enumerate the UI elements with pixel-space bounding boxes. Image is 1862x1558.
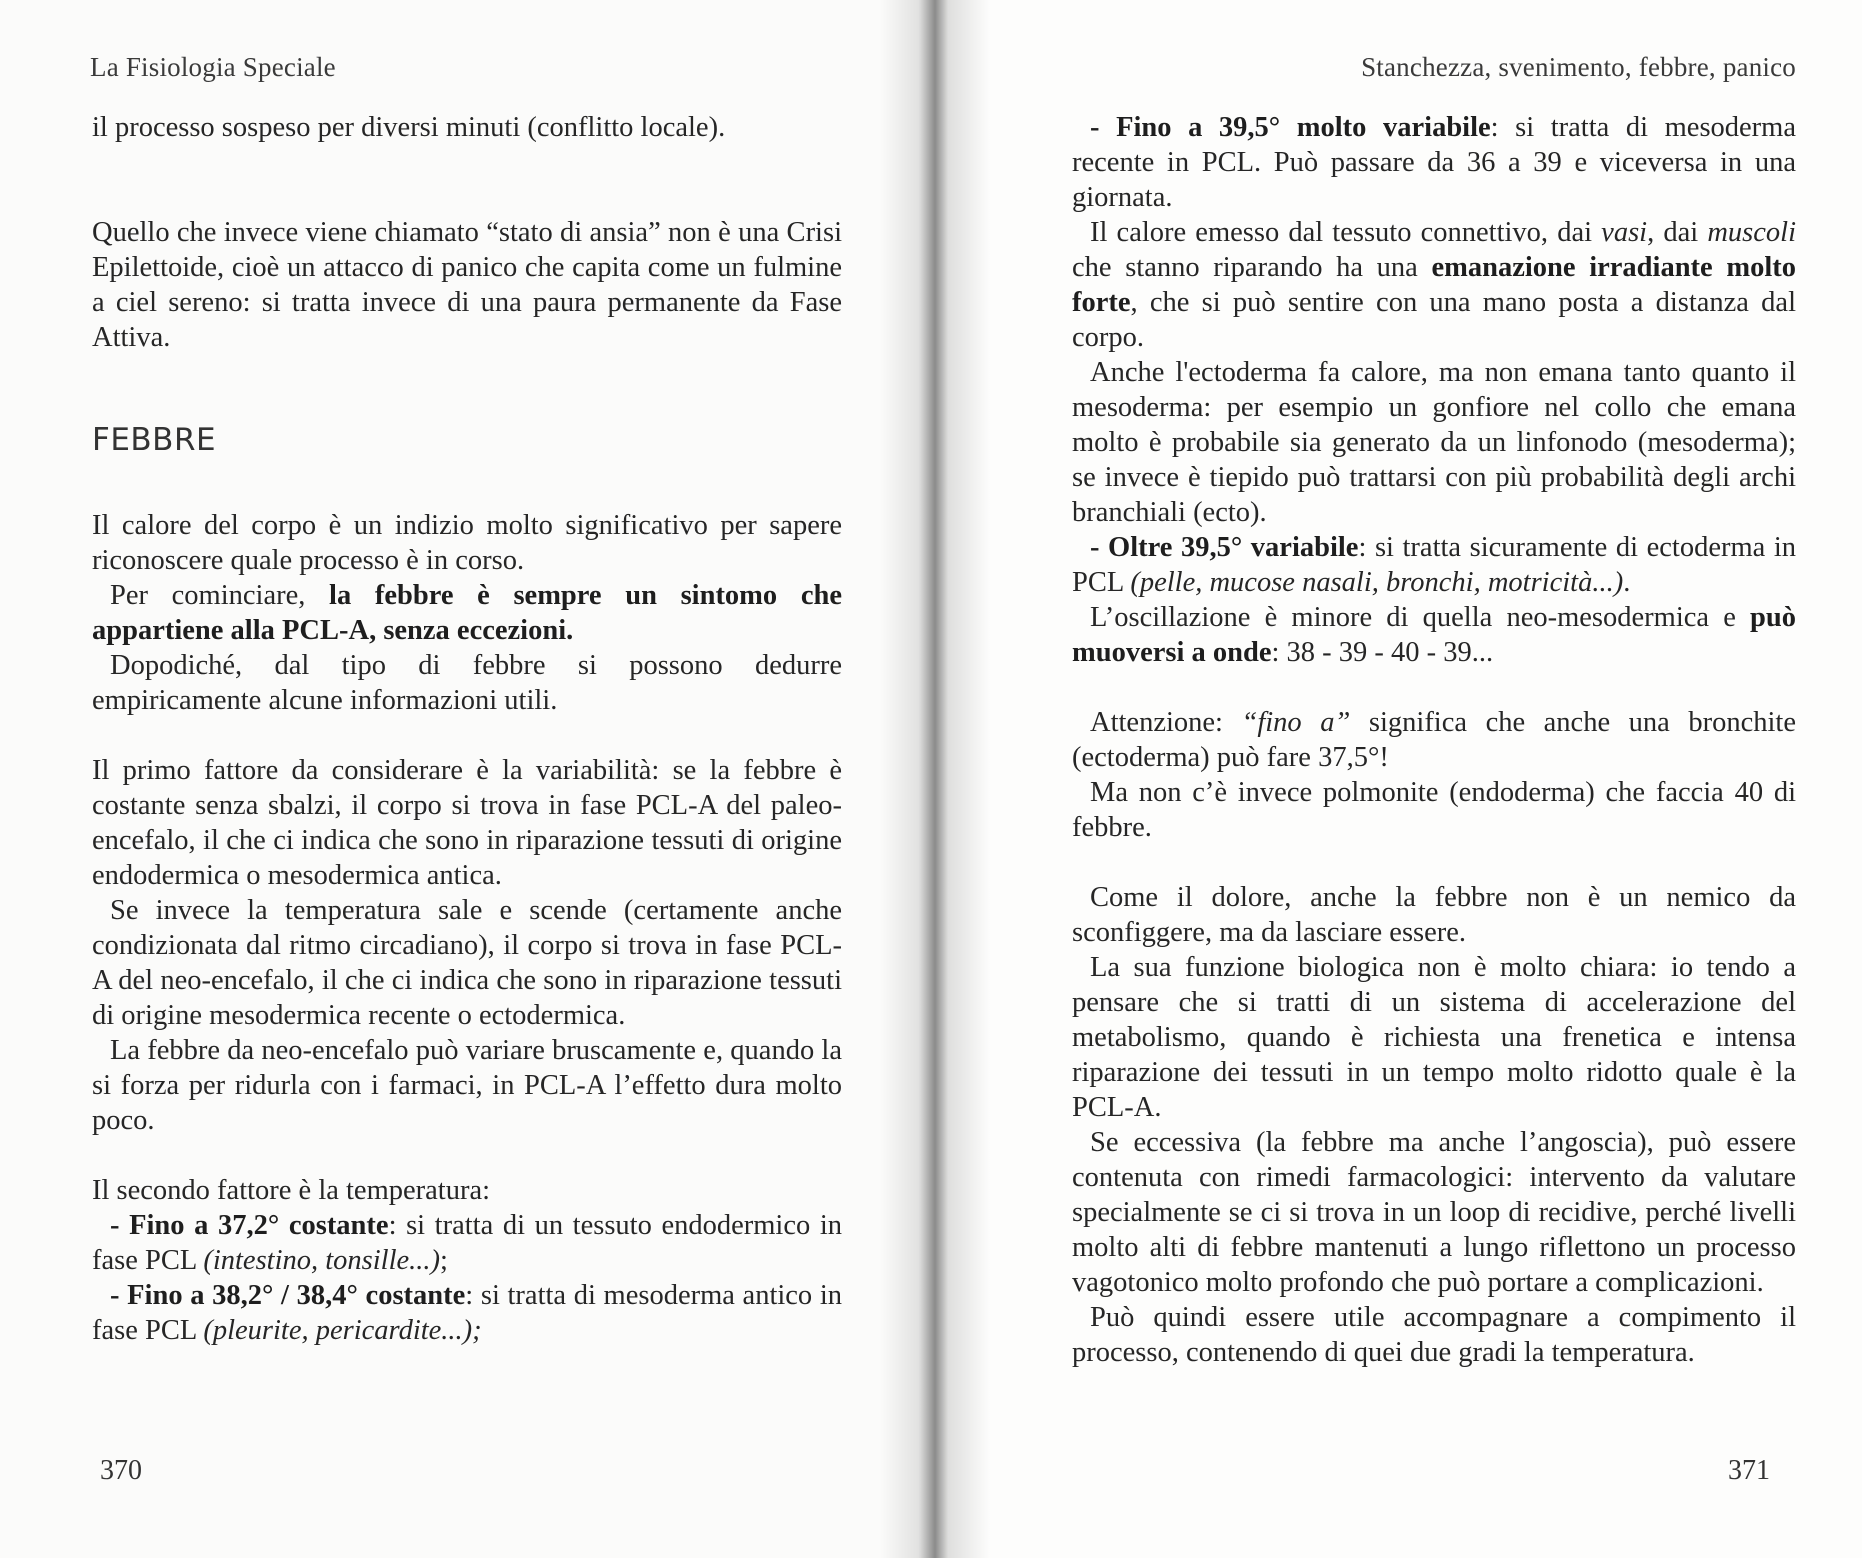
italic-quote: “fino a” <box>1241 707 1351 738</box>
text-run: : si tratta di un tessuto endodermico in fase PCL <box>92 1210 842 1276</box>
page-number-right: 371 <box>1728 1455 1770 1486</box>
paragraph-quindi: Può quindi essere utile accompagnare a compimento il processo, contenendo di quei due gradi la temperatura. <box>1072 1302 1796 1368</box>
list-item-oltre-39 <box>1072 530 1796 600</box>
running-head-left: La Fisiologia Speciale <box>90 52 336 82</box>
running-head-right: Stanchezza, svenimento, febbre, panico <box>1361 52 1796 82</box>
italic-examples: (pleurite, pericardite...); <box>203 1315 482 1346</box>
list-item-bold: - Fino a 37,2° costante <box>110 1210 389 1241</box>
paragraph-calore-connettivo <box>1072 215 1796 355</box>
bold-phrase: può muoversi a onde <box>1072 602 1796 668</box>
bold-statement: la febbre è sempre un sintomo che appartiene alla PCL-A, senza eccezioni. <box>92 580 842 646</box>
list-item-39 <box>1072 110 1796 215</box>
text-run: : si tratta di mesoderma antico in fase PCL <box>92 1280 843 1346</box>
text-run: L’oscillazione è minore di quella neo-mesodermica e <box>1090 602 1751 633</box>
list-item-37 <box>92 1208 842 1278</box>
text-run: , dai <box>1647 217 1708 248</box>
paragraph-neo-encefalo: La febbre da neo-encefalo può variare bruscamente e, quando la si forza per ridurla con i farmaci, in PCL-A l’effetto dura molto poco. <box>92 1035 842 1136</box>
paragraph-secondo-fattore: Il secondo fattore è la temperatura: <box>92 1175 491 1206</box>
paragraph-se-invece: Se invece la temperatura sale e scende (certamente anche condizionata dal ritmo circadiano), il corpo si trova in fase PCL-A del neo-encefalo, il che ci indica che sono in riparazione tessuti di origine mesodermica recente o ectodermica. <box>92 895 842 1031</box>
left-page-text <box>92 110 842 1348</box>
paragraph-funzione: La sua funzione biologica non è molto chiara: io tendo a pensare che si tratti di un sistema di accelerazione del metabolismo, quando è richiesta una frenetica e intensa riparazione dei tessuti in un tempo molto ridotto quale è la PCL-A. <box>1072 952 1796 1123</box>
paragraph-dopodiche: Dopodiché, dal tipo di febbre si possono dedurre empiricamente alcune informazioni utili. <box>92 650 842 716</box>
text-run: significa che anche una bronchite (ectoderma) può fare 37,5°! <box>1072 707 1796 773</box>
italic-word: muscoli <box>1707 217 1796 248</box>
text-run: : si tratta sicuramente di ectoderma in PCL <box>1072 532 1797 598</box>
paragraph-ansia: Quello che invece viene chiamato “stato di ansia” non è una Crisi Epilettoide, cioè un attacco di panico che capita come un fulmine a ciel sereno: si tratta invece di una paura permanente da Fase Attiva. <box>92 217 842 353</box>
paragraph-oscillazione <box>1072 600 1796 670</box>
italic-examples: (intestino, tonsille...) <box>203 1245 441 1276</box>
list-item-bold: - Oltre 39,5° variabile <box>1090 532 1359 563</box>
paragraph-polmonite: Ma non c’è invece polmonite (endoderma) che faccia 40 di febbre. <box>1072 777 1796 843</box>
italic-word: vasi <box>1601 217 1648 248</box>
text-run: che stanno riparando ha una <box>1072 252 1432 283</box>
text-run: : si tratta di mesoderma recente in PCL. Può passare da 36 a 39 e viceversa in una giornata. <box>1072 112 1796 213</box>
section-heading-febbre: FEBBRE <box>92 422 217 458</box>
text-run: , che si può sentire con una mano posta a distanza dal corpo. <box>1072 287 1796 353</box>
text-run: . <box>1623 567 1631 598</box>
text-run: ; <box>440 1245 448 1276</box>
bold-phrase: emanazione irradiante molto forte <box>1072 252 1796 318</box>
paragraph-come-dolore: Come il dolore, anche la febbre non è un nemico da sconfiggere, ma da lasciare essere. <box>1072 882 1796 948</box>
paragraph-calore: Il calore del corpo è un indizio molto significativo per sapere riconoscere quale processo è in corso. <box>92 510 842 576</box>
left-page <box>0 0 920 1558</box>
paragraph-cominciare <box>92 578 842 648</box>
text-run: Il calore emesso dal tessuto connettivo, dai <box>1090 217 1602 248</box>
list-item-bold: - Fino a 39,5° molto variabile <box>1090 112 1491 143</box>
paragraph-primo-fattore: Il primo fattore da considerare è la variabilità: se la febbre è costante senza sbalzi, il corpo si trova in fase PCL-A del paleo-encefalo, il che ci indica che sono in riparazione tessuti di origine endodermica o mesodermica antica. <box>92 755 842 891</box>
text-run: Per cominciare, <box>110 580 330 611</box>
text-run: : 38 - 39 - 40 - 39... <box>1271 637 1494 668</box>
page-number-left: 370 <box>100 1455 142 1486</box>
paragraph-eccessiva: Se eccessiva (la febbre ma anche l’angoscia), può essere contenuta con rimedi farmacologici: intervento da valutare specialmente se ci si trova in un loop di recidive, perché livelli molto alti di febbre mantenuti a lungo riflettono un processo vagotonico molto profondo che può portare a complicazioni. <box>1072 1127 1796 1298</box>
paragraph-ectoderma: Anche l'ectoderma fa calore, ma non emana tanto quanto il mesoderma: per esempio un gonfiore nel collo che emana molto è probabile sia generato da un linfonodo (mesoderma); se invece è tiepido può trattarsi con più probabilità degli archi branchiali (ecto). <box>1072 357 1796 528</box>
right-page-text <box>1072 110 1796 1370</box>
italic-examples: (pelle, mucose nasali, bronchi, motricità...) <box>1130 567 1624 598</box>
list-item-bold: - Fino a 38,2° / 38,4° costante <box>110 1280 466 1311</box>
text-run: Attenzione: <box>1090 707 1242 738</box>
paragraph-continuation: il processo sospeso per diversi minuti (conflitto locale). <box>92 112 726 143</box>
paragraph-attenzione <box>1072 705 1796 775</box>
list-item-38 <box>92 1278 842 1348</box>
